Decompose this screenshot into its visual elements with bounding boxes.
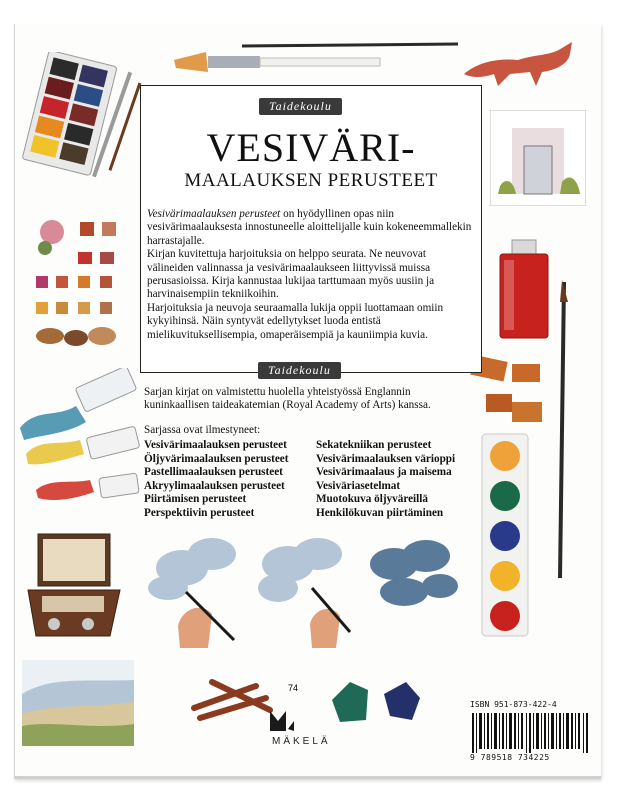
brushes-illustration — [170, 38, 460, 80]
watercolor-palette-illustration — [480, 432, 530, 638]
book-title-line2: MAALAUKSEN PERUSTEET — [184, 170, 438, 191]
series-info: Sarjan kirjat on valmistettu huolella yhteistyössä Englannin kuninkaallisen taideakatemian (Royal Academy of Arts) kanssa. — [144, 386, 431, 412]
list-item: Muotokuva öljyväreillä — [316, 493, 428, 506]
book-description — [147, 208, 473, 342]
book-list-right — [316, 439, 455, 521]
ink-bottle-illustration — [496, 238, 552, 342]
publisher-logo-icon — [268, 707, 298, 733]
description-p1: on hyödyllinen opas niin vesivärimaalauksesta innostuneelle aloittelijalle kuin kokeneemmallekin harrastajalle. — [147, 208, 472, 247]
description-p3: Harjoituksia ja neuvoja seuraamalla lukija oppii luottamaan omiin kykyihinsä. Näin syntyvät edellytykset luoda entistä mielikuvituksellisempia, omaperäisempiä ja kauniimpia kuvia. — [147, 301, 444, 341]
list-item: Sekatekniikan perusteet — [316, 439, 432, 451]
cinnamon-sticks-illustration — [186, 672, 276, 728]
color-swatches-illustration — [30, 212, 130, 352]
publisher-name: MÄKELÄ — [272, 736, 331, 747]
list-item: Öljyvärimaalauksen perusteet — [144, 452, 289, 465]
series-label: Taidekoulu — [259, 98, 342, 115]
paint-tubes-illustration — [16, 368, 140, 518]
isbn-text: ISBN 951-873-422-4 — [470, 700, 557, 709]
description-lead: Vesivärimaalauksen perusteet — [147, 208, 281, 220]
list-item: Piirtämisen perusteet — [144, 493, 247, 506]
paint-box-illustration — [22, 52, 158, 182]
list-item: Vesiväriasetelmat — [316, 479, 401, 492]
minerals-illustration — [328, 676, 424, 726]
description-p2: Kirjan kuvitettuja harjoituksia on helppo seurata. Ne neuvovat välineiden valinnassa ja vesivärimaalaukseen liittyvissä muissa perusasioissa. Kirja kannustaa lukijaa tarttumaan myös uusiin ja harvinaisempiin tekniikoihin. — [147, 248, 435, 301]
description-panel — [140, 85, 482, 373]
list-item: Vesivärimaalaus ja maisema — [316, 466, 452, 479]
landscape-painting-illustration — [22, 660, 134, 746]
list-item: Henkilökuvan piirtäminen — [316, 506, 444, 519]
series-label-secondary: Taidekoulu — [258, 362, 341, 379]
book-title-line1: VESIVÄRI- — [206, 125, 416, 170]
list-item: Akryylimaalauksen perusteet — [144, 479, 285, 492]
list-item: Vesivärimaalauksen värioppi — [316, 452, 456, 465]
barcode-icon — [470, 713, 596, 753]
list-item: Pastellimaalauksen perusteet — [144, 466, 283, 479]
list-item: Vesivärimaalauksen perusteet — [144, 439, 287, 451]
house-door-painting-illustration — [490, 110, 586, 206]
page-number: 74 — [288, 683, 299, 693]
barcode-area — [470, 700, 596, 762]
list-item: Perspektiivin perusteet — [144, 506, 255, 519]
barcode-number: 9 789518 734225 — [470, 753, 550, 762]
painting-hands-illustration — [142, 528, 478, 654]
wooden-paint-box-illustration — [24, 530, 124, 642]
fox-illustration — [458, 34, 584, 90]
series-list-title: Sarjassa ovat ilmestyneet: — [144, 424, 261, 436]
book-list-left — [144, 439, 289, 521]
long-brush-illustration — [550, 278, 576, 590]
